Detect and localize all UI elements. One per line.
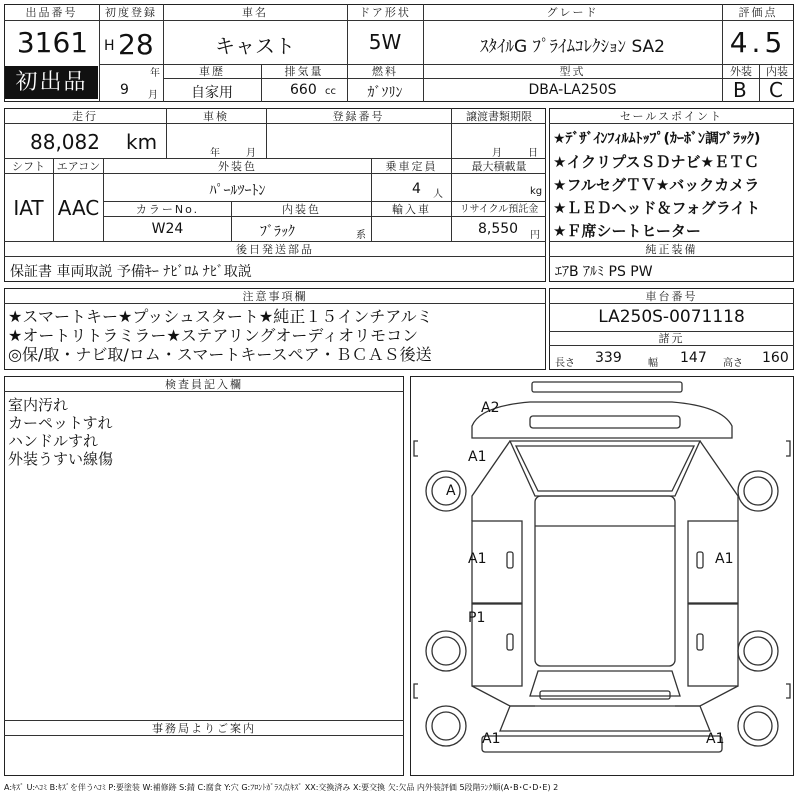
recycle-header: リサイクル預託金 xyxy=(453,203,545,216)
lot-number: 3161 xyxy=(16,26,89,59)
damage-mark-rear-left: A1 xyxy=(482,731,501,747)
model-header: 型式 xyxy=(425,65,720,78)
sales-point-4: ★ＬＥＤヘッド＆フォグライト xyxy=(553,199,761,217)
later-parts: 保証書 車両取説 予備ｷｰ ﾅﾋﾞﾛﾑ ﾅﾋﾞ取説 xyxy=(10,264,252,280)
damage-mark-front-left: A1 xyxy=(468,449,487,465)
caution-header: 注意事項欄 xyxy=(5,290,545,303)
inspection-month-unit: 月 xyxy=(246,148,256,159)
year-unit: 年 xyxy=(150,68,160,79)
transfer-deadline-header: 譲渡書類期限 xyxy=(453,110,545,123)
length-label: 長さ xyxy=(555,358,575,369)
damage-mark-front-left-wheel: A xyxy=(446,483,456,499)
exterior-grade: B xyxy=(733,78,747,102)
exterior-color-header: 外装色 xyxy=(105,160,370,173)
displacement-header: 排気量 xyxy=(263,65,345,78)
inspector-note-4: 外装うすい線傷 xyxy=(8,450,114,468)
mileage-header: 走行 xyxy=(5,110,165,123)
fuel-type: ｶﾞｿﾘﾝ xyxy=(367,85,403,101)
plate-header: 登録番号 xyxy=(268,110,449,123)
inspector-note-3: ハンドルすれ xyxy=(8,432,99,450)
caution-line-2: ★オートリトラミラー★ステアリングオーディオリモコン xyxy=(8,326,419,345)
sales-point-3: ★フルセグＴＶ★バックカメラ xyxy=(553,176,760,194)
transfer-day-unit: 日 xyxy=(528,148,538,159)
standard-equipment-header: 純正装備 xyxy=(551,243,792,256)
chassis-number-header: 車台番号 xyxy=(551,290,792,303)
exterior-grade-header: 外装 xyxy=(724,65,758,78)
inspector-note-1: 室内汚れ xyxy=(8,396,69,414)
import-header: 輸入車 xyxy=(373,203,450,216)
overall-score: 4.5 xyxy=(729,26,787,59)
lot-number-header: 出品番号 xyxy=(5,6,98,19)
grade-header: グレード xyxy=(425,6,720,19)
car-name-header: 車名 xyxy=(165,6,345,19)
shift-type: IAT xyxy=(13,196,44,220)
max-load-header: 最大積載量 xyxy=(453,160,545,173)
later-parts-header: 後日発送部品 xyxy=(5,243,545,256)
interior-color: ﾌﾞﾗｯｸ xyxy=(260,224,295,240)
chassis-number: LA250S-0071118 xyxy=(598,307,745,327)
first-listing-badge: 初出品 xyxy=(5,66,98,99)
transfer-month-unit: 月 xyxy=(492,148,502,159)
capacity-unit: 人 xyxy=(433,189,443,200)
length-value: 339 xyxy=(595,350,622,366)
sales-points-header: セールスポイント xyxy=(551,110,792,123)
usage-history: 自家用 xyxy=(191,85,233,101)
recycle-fee: 8,550 xyxy=(478,221,519,237)
ac-header: エアコン xyxy=(56,160,101,173)
era-label: H xyxy=(104,38,115,54)
month-unit: 月 xyxy=(148,90,158,101)
fuel-header: 燃料 xyxy=(349,65,421,78)
load-unit: kg xyxy=(530,186,543,197)
caution-line-3: ◎保/取・ナビ取/ロム・スマートキースペア・ＢＣＡＳ後送 xyxy=(8,345,432,364)
history-header: 車歴 xyxy=(165,65,259,78)
displacement-unit: cc xyxy=(325,86,336,97)
interior-grade: C xyxy=(769,78,783,102)
height-label: 高さ xyxy=(723,358,743,369)
sales-point-5: ★Ｆ席シートヒーター xyxy=(553,222,701,240)
ac-type: AAC xyxy=(57,196,100,220)
inspector-note-2: カーペットすれ xyxy=(8,414,113,432)
capacity: 4 xyxy=(412,181,421,197)
dimensions-header: 諸元 xyxy=(551,332,792,345)
inspection-header: 車検 xyxy=(168,110,264,123)
exterior-color: ﾊﾟｰﾙﾂｰﾄﾝ xyxy=(209,183,266,199)
car-name: キャスト xyxy=(215,34,295,58)
sales-point-1: ★ﾃﾞｻﾞｲﾝﾌｨﾙﾑﾄｯﾌﾟ(ｶｰﾎﾞﾝ調ﾌﾞﾗｯｸ) xyxy=(553,131,761,147)
shift-header: シフト xyxy=(5,160,52,173)
grade: ｽﾀｲﾙG ﾌﾟﾗｲﾑｺﾚｸｼｮﾝ SA2 xyxy=(479,37,666,57)
width-label: 幅 xyxy=(648,358,658,369)
first-registration-header: 初度登録 xyxy=(101,6,161,19)
registration-month: 9 xyxy=(120,82,129,98)
damage-mark-rear-right: A1 xyxy=(706,731,725,747)
inspection-year-unit: 年 xyxy=(210,148,220,159)
door-header: ドア形状 xyxy=(349,6,421,19)
inspector-header: 検査員記入欄 xyxy=(5,378,403,391)
damage-mark-front-bumper: A2 xyxy=(481,400,500,416)
legend-text: A:ｷｽﾞ U:ﾍｺﾐ B:ｷｽﾞを伴うﾍｺﾐ P:要塗装 W:補修跡 S:錆 C:腐食 Y:穴 G:ﾌﾛﾝﾄｶﾞﾗｽ点ｷｽﾞ XX:交換済み X:要交換 欠:欠品 内外装評価 5段階ﾗﾝｸ順(A･B･C･D･E) 2 xyxy=(4,783,559,792)
standard-equipment: ｴｱB ｱﾙﾐ PS PW xyxy=(555,264,653,280)
door-type: 5W xyxy=(368,30,402,54)
registration-year: 28 xyxy=(118,28,154,61)
caution-line-1: ★スマートキー★プッシュスタート★純正１５インチアルミ xyxy=(8,307,433,326)
sales-point-2: ★イクリプスＳＤナビ★ＥＴＣ xyxy=(553,153,759,171)
car-damage-diagram xyxy=(410,376,794,776)
model-code: DBA-LA250S xyxy=(528,82,617,98)
recycle-unit: 円 xyxy=(530,230,540,241)
capacity-header: 乗車定員 xyxy=(373,160,450,173)
color-number: W24 xyxy=(151,221,184,237)
interior-color-header: 内装色 xyxy=(233,203,370,216)
damage-mark-left-rear-door: P1 xyxy=(468,610,486,626)
width-value: 147 xyxy=(680,350,707,366)
office-info-header: 事務局よりご案内 xyxy=(5,722,403,735)
damage-mark-right-front-door: A1 xyxy=(715,551,734,567)
displacement: 660 xyxy=(290,82,317,98)
mileage-unit: km xyxy=(126,130,158,154)
score-header: 評価点 xyxy=(724,6,792,19)
interior-grade-header: 内装 xyxy=(761,65,793,78)
damage-mark-left-front-door: A1 xyxy=(468,551,487,567)
interior-color-suffix: 系 xyxy=(356,230,366,241)
color-number-header: カラーNo. xyxy=(105,203,230,216)
height-value: 160 xyxy=(762,350,789,366)
mileage: 88,082 xyxy=(30,130,100,154)
